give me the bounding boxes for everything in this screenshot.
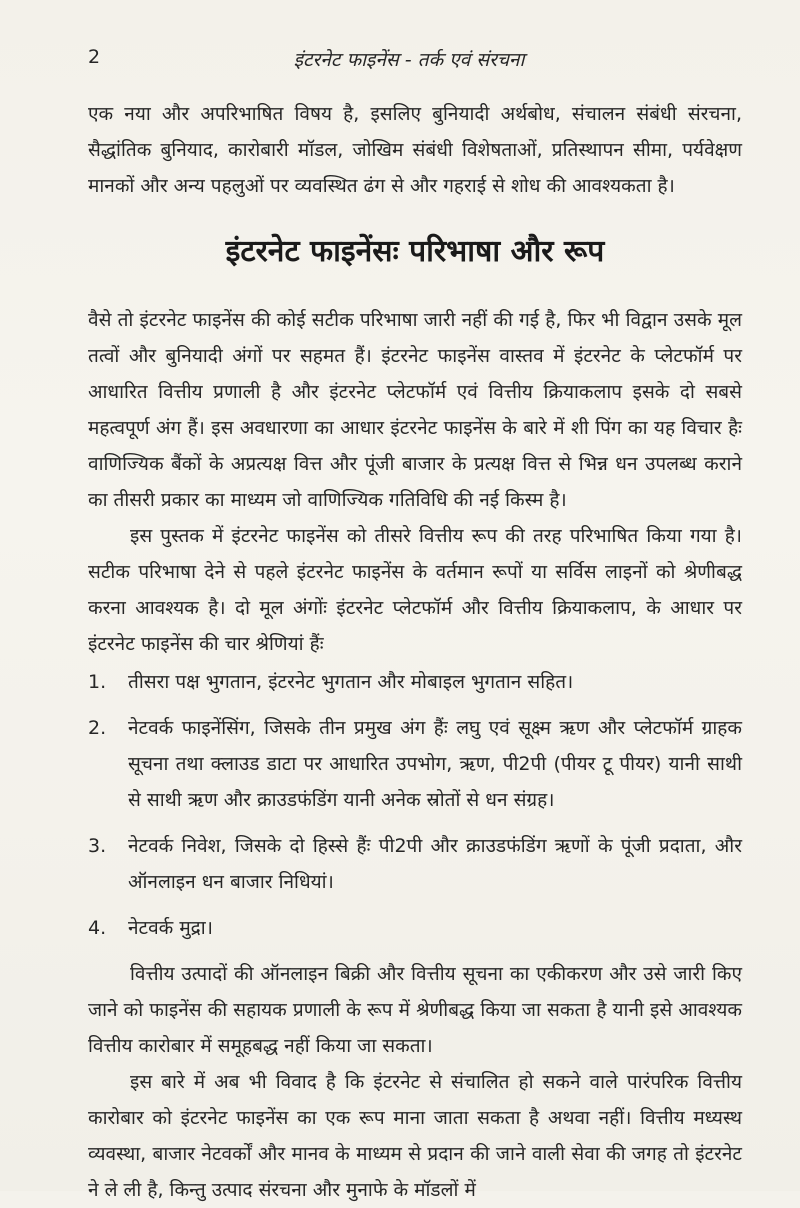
list-number: 2. [88, 717, 107, 739]
list-text: नेटवर्क फाइनेंसिंग, जिसके तीन प्रमुख अंग हैंः लघु एवं सूक्ष्म ऋण और प्लेटफॉर्म ग्राहक सूचना तथा क्लाउड डाटा पर आधारित उपभोग, ऋण, पी2पी (पीयर टू पीयर) यानी साथी से साथी ऋण और क्राउडफंडिंग यानी अनेक स्रोतों से धन संग्रह। [128, 717, 742, 811]
list-item [88, 664, 742, 700]
paragraph: वित्तीय उत्पादों की ऑनलाइन बिक्री और वित्तीय सूचना का एकीकरण और उसे जारी किए जाने को फाइनेंस की सहायक प्रणाली के रूप में श्रेणीबद्ध किया जा सकता है यानी इसे आवश्यक वित्तीय कारोबार में समूहबद्ध नहीं किया जा सकता। [88, 963, 742, 1057]
list-item [88, 910, 742, 946]
list-text: तीसरा पक्ष भुगतान, इंटरनेट भुगतान और मोबाइल भुगतान सहित। [128, 671, 574, 693]
intro-paragraph: एक नया और अपरिभाषित विषय है, इसलिए बुनियादी अर्थबोध, संचालन संबंधी संरचना, सैद्धांतिक बुनियाद, कारोबारी मॉडल, जोखिम संबंधी विशेषताओं, प्रतिस्थापन सीमा, पर्यवेक्षण मानकों और अन्य पहलुओं पर व्यवस्थित ढंग से और गहराई से शोध की आवश्यकता है। [88, 103, 742, 197]
paragraph: वैसे तो इंटरनेट फाइनेंस की कोई सटीक परिभाषा जारी नहीं की गई है, फिर भी विद्वान उसके मूल तत्वों और बुनियादी अंगों पर सहमत हैं। इंटरनेट फाइनेंस वास्तव में इंटरनेट के प्लेटफॉर्म पर आधारित वित्तीय प्रणाली है और इंटरनेट प्लेटफॉर्म एवं वित्तीय क्रियाकलाप इसके दो सबसे महत्वपूर्ण अंग हैं। इस अवधारणा का आधार इंटरनेट फाइनेंस के बारे में शी पिंग का यह विचार हैः वाणिज्यिक बैंकों के अप्रत्यक्ष वित्त और पूंजी बाजार के प्रत्यक्ष वित्त से भिन्न धन उपलब्ध कराने का तीसरी प्रकार का माध्यम जो वाणिज्यिक गतिविधि की नई किस्म है। [88, 309, 742, 511]
running-head: इंटरनेट फाइनेंस - तर्क एवं संरचना [293, 49, 525, 71]
list-item [88, 828, 742, 900]
list-number: 4. [88, 917, 107, 939]
page-body [88, 96, 742, 1208]
paragraph: इस पुस्तक में इंटरनेट फाइनेंस को तीसरे वित्तीय रूप की तरह परिभाषित किया गया है। सटीक परिभाषा देने से पहले इंटरनेट फाइनेंस के वर्तमान रूपों या सर्विस लाइनों को श्रेणीबद्ध करना आवश्यक है। दो मूल अंगोंः इंटरनेट प्लेटफॉर्म और वित्तीय क्रियाकलाप, के आधार पर इंटरनेट फाइनेंस की चार श्रेणियां हैंः [88, 525, 742, 655]
category-list [88, 664, 742, 946]
list-text: नेटवर्क मुद्रा। [128, 917, 213, 939]
list-number: 3. [88, 835, 107, 857]
page-number: 2 [88, 46, 101, 68]
list-item [88, 710, 742, 818]
list-number: 1. [88, 671, 107, 693]
list-text: नेटवर्क निवेश, जिसके दो हिस्से हैंः पी2पी और क्राउडफंडिंग ऋणों के पूंजी प्रदाता, और ऑनलाइन धन बाजार निधियां। [128, 835, 742, 893]
section-heading: इंटरनेट फाइनेंसः परिभाषा और रूप [225, 234, 605, 269]
paragraph: इस बारे में अब भी विवाद है कि इंटरनेट से संचालित हो सकने वाले पारंपरिक वित्तीय कारोबार को इंटरनेट फाइनेंस का एक रूप माना जाता सकता है अथवा नहीं। वित्तीय मध्यस्थ व्यवस्था, बाजार नेटवर्कों और मानव के माध्यम से प्रदान की जाने वाली सेवा की जगह तो इंटरनेट ने ले ली है, किन्तु उत्पाद संरचना और मुनाफे के मॉडलों में [88, 1071, 742, 1201]
page-header [88, 46, 730, 74]
